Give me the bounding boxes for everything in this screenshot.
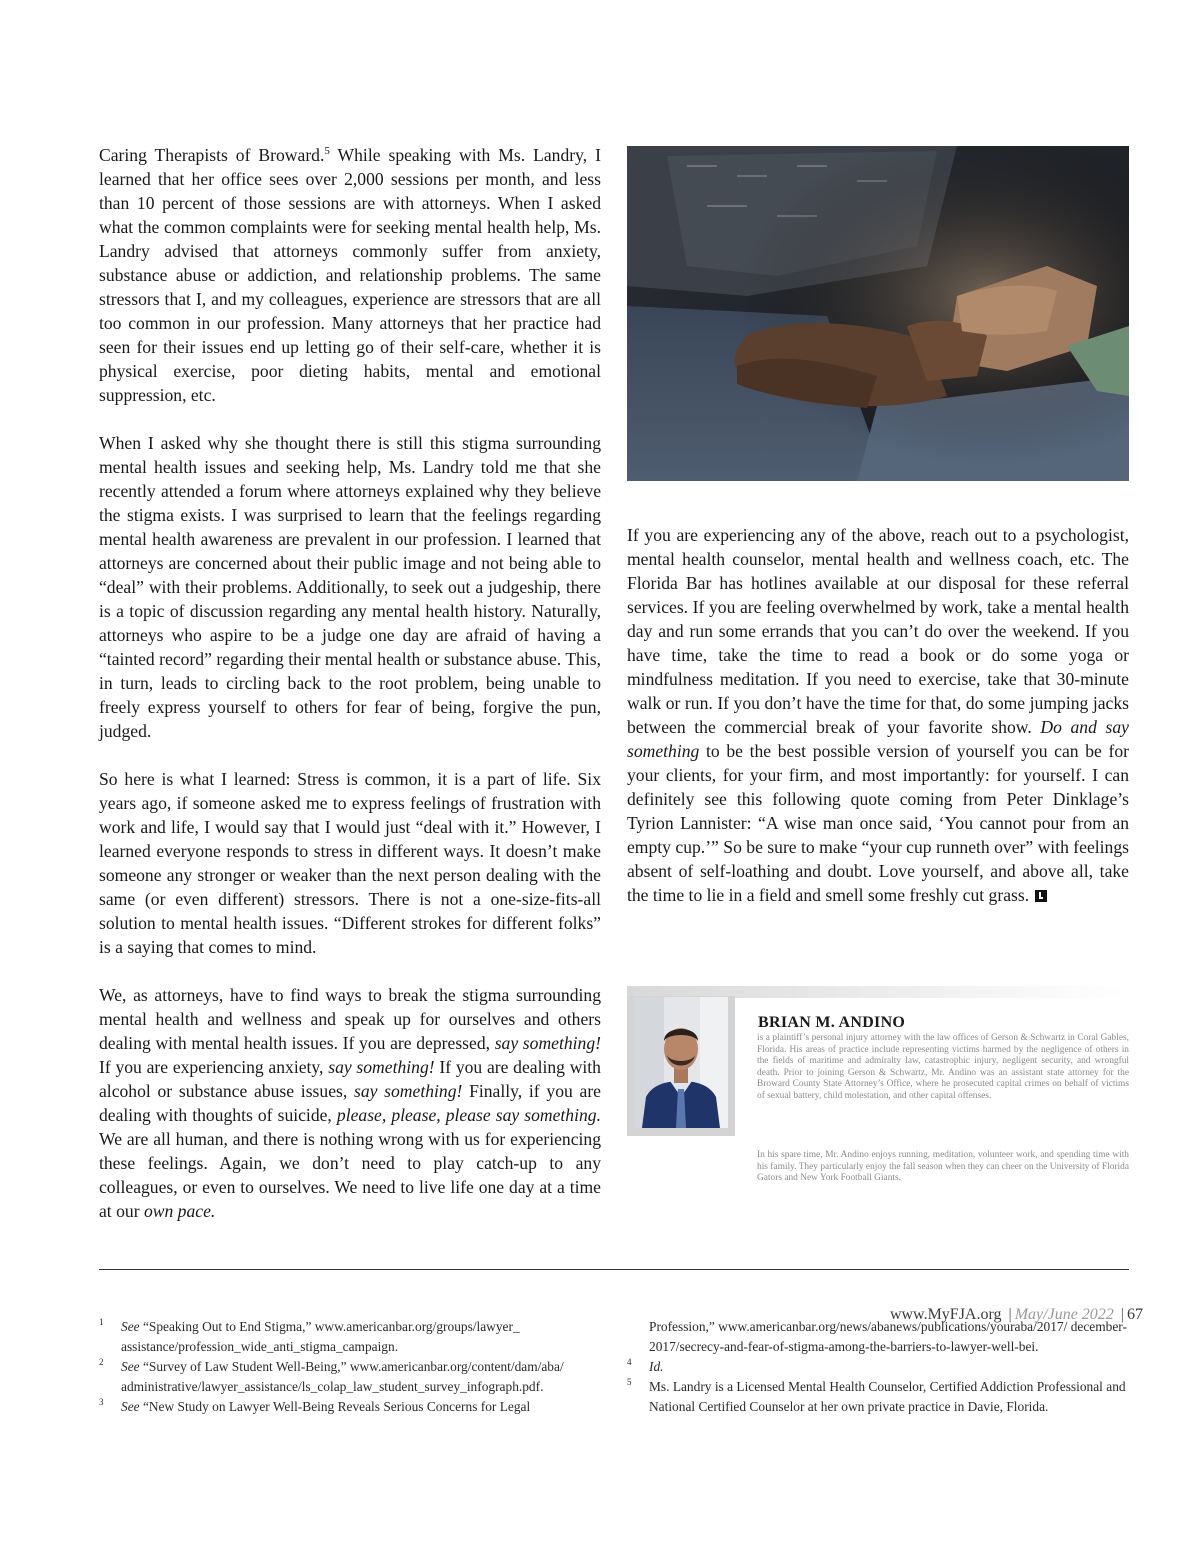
author-bio-personal: In his spare time, Mr. Andino enjoys running, meditation, volunteer work, and spending time with his family. They particularly enjoy the fall season when they can cheer on the University of Florida Gators and New York Football Giants. [757,1150,1129,1184]
text-run: While speaking with Ms. Landry, I learned that her office sees over 2,000 sessions per month, and less than 10 percent of those sessions are with attorneys. When I asked what the common complaints were for seeking mental health help, Ms. Landry advised that attorneys commonly suffer from anxiety, substance abuse or addiction, and relationship problems. The same stressors that I, and my colleagues, experience are stressors that are all too common in our profession. Many attorneys that her practice had seen for their issues end up letting go of their self-care, whether it is physical exercise, poor dieting habits, mental and emotional suppression, etc. [99,145,601,405]
author-bio-box [627,986,1129,1200]
footer-separator: | [1120,1306,1124,1323]
text-run: We are all human, and there is nothing wrong with us for experiencing these feelings. Again, we don’t need to play catch-up to any colleagues, or even to ourselves. We need to live life one day at a time at our [99,1129,601,1221]
footnote-number: 2 [99,1357,104,1367]
text-run: to be the best possible version of yourself you can be for your clients, for your firm, and most importantly: for yourself. I can definitely see this following quote coming from Peter Dinklage’s Tyrion Lannister: “A wise man once said, ‘You cannot pour from an empty cup.’” So be sure to make “your cup runneth over” with feelings absent of self-loathing and doubt. Love yourself, and above all, take the time to lie in a field and smell some freshly cut grass. [627,741,1129,905]
footnotes-right-column [627,1317,1132,1417]
end-of-article-icon [1035,890,1047,902]
text-run: We, as attorneys, have to find ways to break the stigma surrounding mental health and wellness and speak up for ourselves and others dealing with mental health issues. If you are depressed, [99,985,601,1053]
emphasis-text: Do and say something [627,717,1129,761]
footnote [627,1357,1132,1377]
article-paragraph [627,523,1129,907]
text-run: If you are experiencing anxiety, [99,1057,329,1077]
footer-site-url[interactable]: www.MyFJA.org [889,1306,1002,1323]
footnote-number: 4 [627,1357,632,1367]
emphasis-text: See [121,1359,140,1374]
footnote [99,1357,604,1397]
emphasis-text: please, please, please say something. [336,1105,601,1125]
emphasis-text: See [121,1319,140,1334]
text-run: Finally, if you are dealing with thoughts of suicide, [99,1081,601,1125]
text-run: If you are experiencing any of the above, reach out to a psychologist, mental health counselor, mental health and wellness coach, etc. The Florida Bar has hotlines available at our disposal for these referral services. If you are feeling overwhelmed by work, take a mental health day and run some errands that you can’t do over the weekend. If you have time, take the time to read a book or do some yoga or mindfulness meditation. If you need to exercise, take that 30-minute walk or run. If you don’t have the time for that, do some jumping jacks between the commercial break of your favorite show. [627,525,1129,737]
article-paragraph [99,983,601,1223]
text-run: If you are dealing with alcohol or substance abuse issues, [99,1057,601,1101]
emphasis-text: say something! [353,1081,463,1101]
author-bio-paragraph: is a plaintiff’s personal injury attorney with the law offices of Gerson & Schwartz in Coral Gables, Florida. His areas of practice include representing victims harmed by the negligence of others in the fields of maritime and admiralty law, catastrophic injury, negligent security, and wrongful death. Prior to joining Gerson & Schwartz, Mr. Andino was an assistant state attorney for the Broward County State Attorney’s Office, where he prosecuted capital crimes on behalf of victims of sexual battery, child molestation, and other capital offenses. [757,1033,1129,1101]
article-paragraph [99,143,601,407]
author-photo [634,997,728,1128]
text-run: “Survey of Law Student Well-Being,” www.americanbar.org/content/dam/aba/ administrative/lawyer_assistance/ls_colap_law_student_survey_infograph.pdf. [121,1359,564,1394]
text-run: “New Study on Lawyer Well-Being Reveals Serious Concerns for Legal [139,1399,531,1414]
author-name: BRIAN M. ANDINO [758,1014,906,1031]
emphasis-text: say something! [328,1057,435,1077]
footnote-divider [99,1269,1129,1270]
footnotes-left-column [99,1317,604,1417]
text-run: “Speaking Out to End Stigma,” www.americanbar.org/groups/lawyer_ assistance/profession_wide_anti_stigma_campaign. [121,1319,520,1354]
footer-separator: | [1008,1306,1012,1323]
article-left-column [99,143,601,1247]
footnote-3-continuation: Profession,” www.americanbar.org/news/abanews/publications/youraba/2017/ december-2017/secrecy-and-fear-of-stigma-among-the-barriers-to-lawyer-well-bei. [649,1319,1127,1354]
text-run: Ms. Landry is a Licensed Mental Health Counselor, Certified Addiction Professional and National Certified Counselor at her own private practice in Davie, Florida. [649,1379,1126,1414]
text-run: When I asked why she thought there is still this stigma surrounding mental health issues and seeking help, Ms. Landry told me that she recently attended a forum where attorneys explained why they believe the stigma exists. I was surprised to learn that the feelings regarding mental health awareness are prevalent in our profession. I learned that attorneys are concerned about their public image and not being able to “deal” with their problems. Additionally, to seek out a judgeship, there is a topic of discussion regarding any mental health history. Naturally, attorneys who aspire to be a judge one day are afraid of having a “tainted record” regarding their mental health or substance abuse. This, in turn, leads to circling back to the root problem, being unable to freely express yourself to others for fear of being, forgive the pun, judged. [99,433,601,741]
footnote-number: 1 [99,1317,104,1327]
article-photo-hands [627,146,1129,481]
article-paragraph [99,767,601,959]
emphasis-text: say something! [494,1033,601,1053]
footnote [99,1397,604,1417]
text-run: Caring Therapists of Broward. [99,145,325,165]
page-footer [890,1306,1143,1324]
article-paragraph [99,431,601,743]
footnote [627,1377,1132,1417]
text-run: So here is what I learned: Stress is common, it is a part of life. Six years ago, if someone asked me to express feelings of frustration with work and life, I would say that I would just “deal with it.” However, I learned everyone responds to stress in different ways. It doesn’t make someone any stronger or weaker than the next person dealing with the same (or even different) stressors. There is not a one-size-fits-all solution to mental health issues. “Different strokes for different folks” is a saying that comes to mind. [99,769,601,957]
footnote [99,1317,604,1357]
emphasis-text: Id. [649,1359,664,1374]
footnote-reference[interactable]: 5 [324,145,330,158]
footer-issue-date: May/June 2022 [1014,1306,1114,1323]
page-number: 67 [1127,1306,1143,1323]
emphasis-text: own pace. [143,1201,216,1221]
author-photo-frame [627,996,735,1136]
emphasis-text: See [121,1399,140,1414]
footnote-number: 5 [627,1377,632,1387]
article-right-column [627,523,1129,931]
footnote-number: 3 [99,1397,104,1407]
